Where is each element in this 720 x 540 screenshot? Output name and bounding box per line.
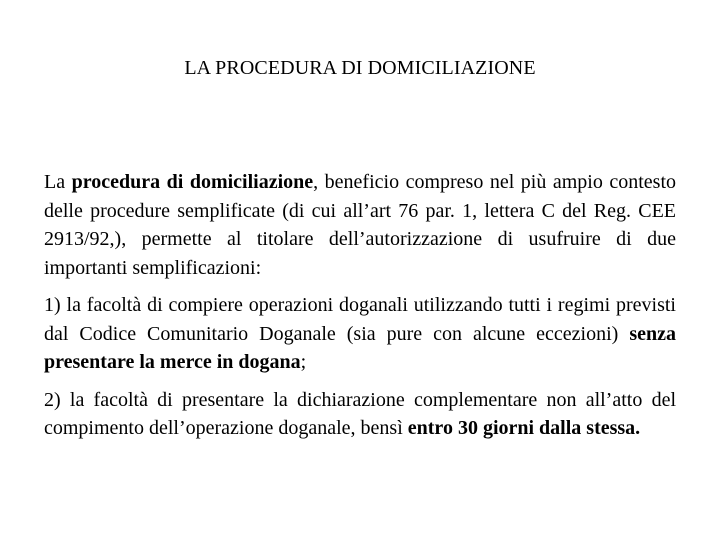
body-text [44,168,676,443]
point-1-punctuation: ; [300,351,307,373]
intro-text-end: , beneficio compreso nel più ampio contesto delle procedure semplificate (di cui all’art 76 par. 1, lettera C del Reg. CEE 2913/92,), permette al titolare dell’autorizzazione di usufruire di due importanti semplificazioni: [44,171,677,279]
point-1-bold-text: senza presentare la merce in dogana [44,322,676,373]
paragraph-point-1 [44,291,676,377]
point-1-text: 1) la facoltà di compiere operazioni doganali utilizzando tutti i regimi previsti dal Codice Comunitario Doganale (sia pure con alcune eccezioni) [44,294,676,345]
paragraph-intro [44,168,676,282]
intro-bold-term: procedura di domiciliazione [71,171,314,193]
paragraph-point-2 [44,386,676,443]
point-2-bold-text: entro 30 giorni dalla stessa. [407,417,641,439]
page-title: LA PROCEDURA DI DOMICILIAZIONE [184,57,536,79]
point-2-text: 2) la facoltà di presentare la dichiarazione complementare non all’atto del compimento dell’operazione doganale, bensì [44,388,676,439]
intro-text-start: La [44,171,72,193]
